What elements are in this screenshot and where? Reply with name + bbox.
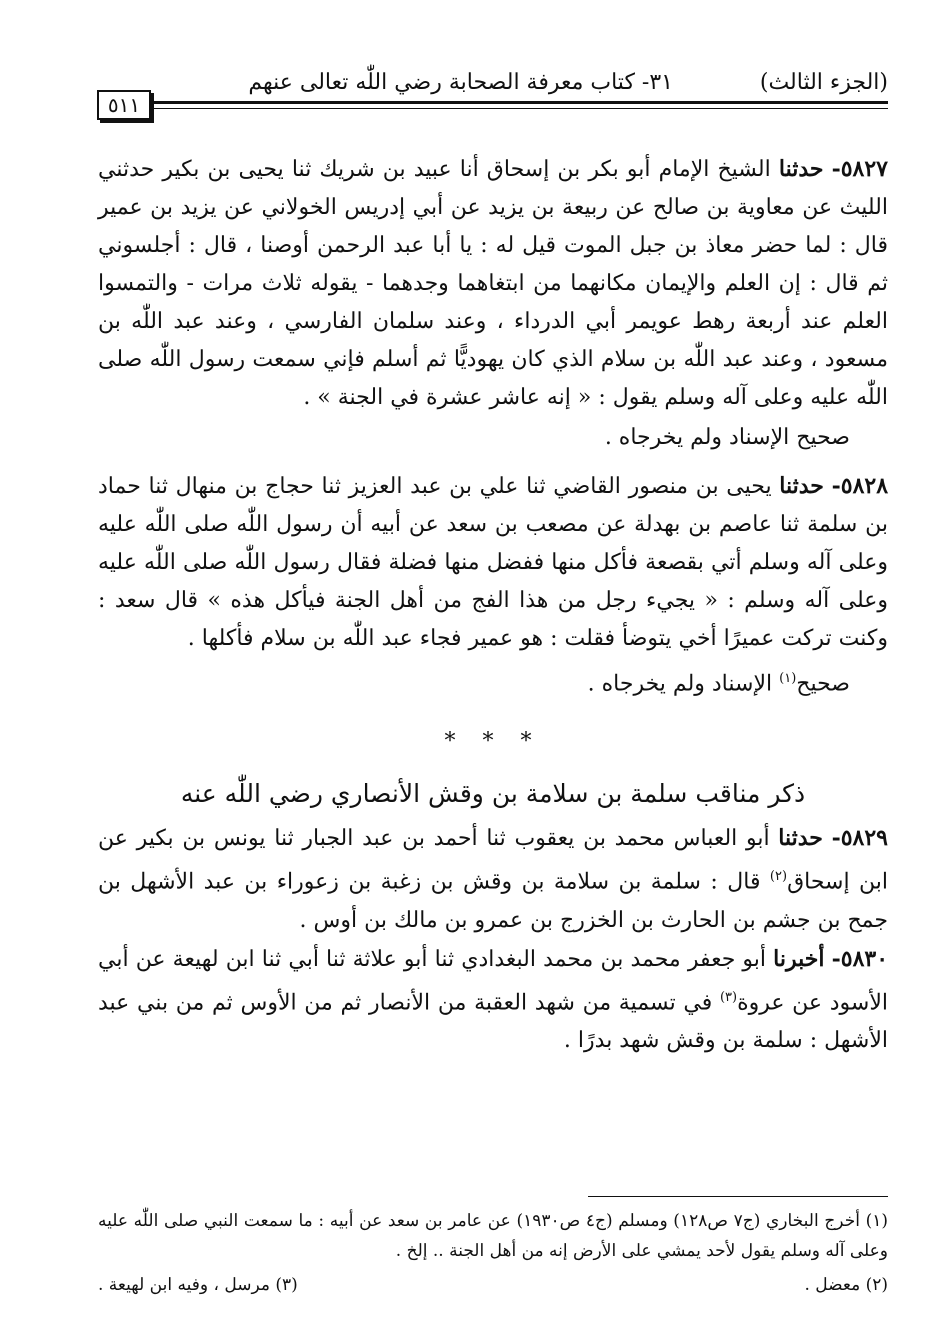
- header-rule-thin: [150, 108, 888, 109]
- hadith-text-continued: في تسمية من شهد العقبة من الأنصار ثم من الأوس ثم من بني عبد الأشهل : سلمة بن وقش شهد بدرًا .: [98, 989, 888, 1053]
- chapter-title: ٣١- كتاب معرفة الصحابة رضي اللّٰه تعالى عنهم: [248, 70, 673, 95]
- hadith-lead: حدثنا: [779, 473, 824, 499]
- main-text: [98, 150, 888, 1060]
- hadith-lead: حدثنا: [778, 825, 823, 852]
- paragraph-gap: [98, 457, 888, 467]
- page-number: ٥١١: [97, 90, 151, 120]
- footnote-1: (١) أخرج البخاري (ج٧ ص١٢٨) ومسلم (ج٤ ص١٩٣٠) عن عامر بن سعد عن أبيه : ما سمعت النبي صلى اللّٰه عليه وعلى آله وسلم يقول لأحد يمشي على الأرض إنه من أهل الجنة .. إلخ .: [98, 1211, 888, 1261]
- hadith-number: ٥٨٢٧-: [831, 156, 888, 182]
- hadith-text: أبو العباس محمد بن يعقوب ثنا أحمد بن عبد الجبار ثنا يونس بن بكير عن ابن إسحاق: [98, 826, 889, 895]
- running-header: [98, 66, 888, 100]
- verdict-word: صحيح: [796, 671, 850, 697]
- hadith-lead: أخبرنا: [773, 945, 825, 972]
- hadith-number: ٥٨٢٩-: [831, 825, 888, 852]
- footnotes: [98, 1206, 888, 1300]
- hadith-5830: [98, 940, 888, 1060]
- hadith-5827: [98, 150, 888, 417]
- footnote-ref: (٣): [719, 989, 738, 1005]
- hadith-text: أبو جعفر محمد بن محمد البغدادي ثنا أبو علاثة ثنا أبي ثنا ابن لهيعة عن أبي الأسود عن عروة: [98, 946, 889, 1015]
- footnote-3: (٣) مرسل ، وفيه ابن لهيعة .: [98, 1275, 298, 1295]
- hadith-5828: [98, 467, 888, 658]
- volume-label: (الجزء الثالث): [759, 70, 888, 95]
- footnote-ref: (٢): [769, 869, 788, 885]
- footnote-row: [98, 1270, 888, 1300]
- hadith-number: ٥٨٢٨-: [831, 473, 889, 499]
- footnote-ref: (١): [779, 671, 797, 686]
- hadith-number: ٥٨٣٠-: [831, 945, 889, 972]
- header-rule: [150, 101, 888, 104]
- hadith-text: يحيى بن منصور القاضي ثنا علي بن عبد العزيز ثنا حجاج بن منهال ثنا حماد بن سلمة ثنا عاصم بن بهدلة عن مصعب بن سعد عن أبيه أن رسول اللّٰه صلى اللّٰه عليه وعلى آله وسلم أتي بقصعة فأكل منها ففضل منها فضلة فقال رسول اللّٰه صلى اللّٰه عليه وعلى آله وسلم : « يجيء رجل من هذا الفج من أهل الجنة فيأكل هذه » قال سعد : وكنت تركت عميرًا أخي يتوضأ فقلت : هو عمير فجاء عبد اللّٰه بن سلام فأكلها .: [98, 474, 888, 651]
- footnote-2: (٢) معضل .: [804, 1275, 888, 1295]
- footnote-rule: [588, 1196, 888, 1197]
- hadith-5829: [98, 819, 888, 939]
- hadith-text-continued: قال : سلمة بن سلامة بن وقش بن زغبة بن زعوراء بن عبد الأشهل بن جمح بن جشم بن الحارث بن الخزرج بن عمرو بن مالك بن أوس .: [98, 869, 888, 933]
- section-title: ذكر مناقب سلمة بن سلامة بن وقش الأنصاري رضي اللّٰه عنه: [180, 779, 806, 809]
- hadith-text: الشيخ الإمام أبو بكر بن إسحاق أنا عبيد بن شريك ثنا يحيى بن بكير حدثني الليث عن معاوية بن صالح عن ربيعة بن يزيد عن أبي إدريس الخولاني عن يزيد بن عمير قال : لما حضر معاذ بن جبل الموت قيل له : يا أبا عبد الرحمن أوصنا ، قال : أجلسوني ثم قال : إن العلم والإيمان مكانهما من ابتغاهما وجدهما - يقوله ثلاث مرات - والتمسوا العلم عند أربعة رهط عويمر أبي الدرداء ، وعند سلمان الفارسي ، وعند عبد اللّٰه بن مسعود ، وعند عبد اللّٰه بن سلام الذي كان يهوديًّا ثم أسلم فإني سمعت رسول اللّٰه صلى اللّٰه عليه وعلى آله وسلم يقول : « إنه عاشر عشرة في الجنة » .: [98, 157, 888, 410]
- verdict-rest: الإسناد ولم يخرجاه .: [587, 671, 780, 697]
- section-separator: * * *: [444, 729, 542, 755]
- hadith-lead: حدثنا: [778, 156, 824, 182]
- hadith-verdict: صحيح الإسناد ولم يخرجاه .: [604, 425, 850, 450]
- hadith-verdict: [98, 660, 850, 703]
